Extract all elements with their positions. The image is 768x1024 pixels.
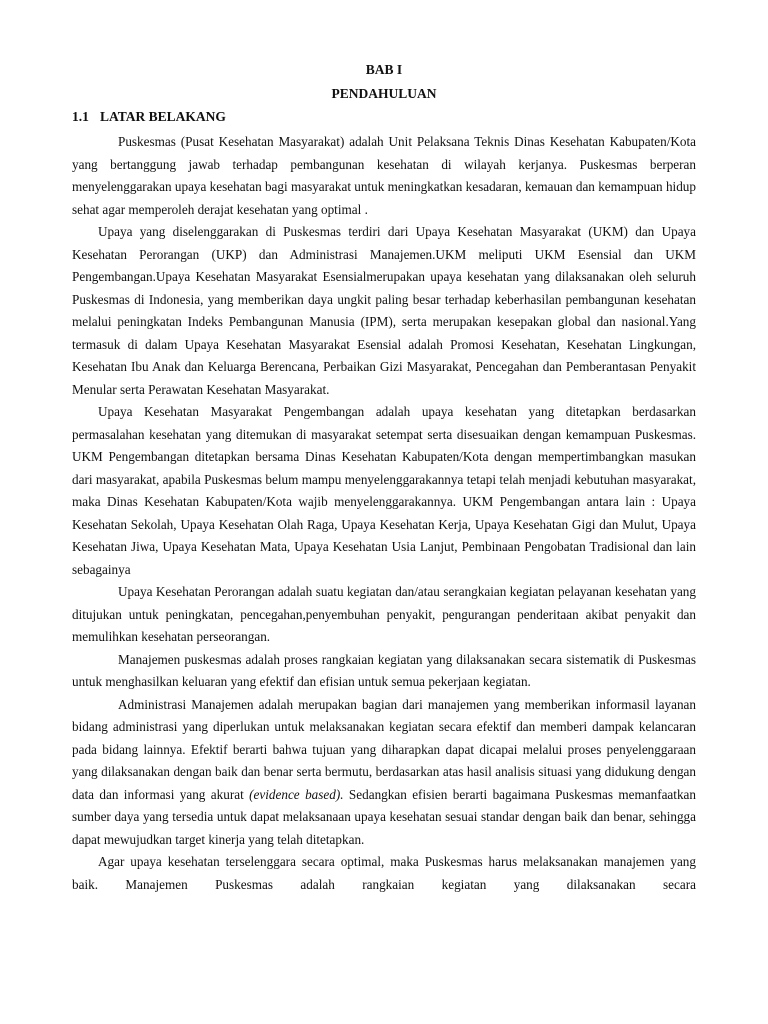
section-heading	[72, 107, 696, 127]
document-body	[72, 131, 696, 896]
paragraph-6-text-a: Administrasi Manajemen adalah merupakan bagian dari manajemen yang memberikan informasil layanan bidang administrasi yang diperlukan untuk melaksanakan kegiatan secara efektif dan memberi dampak kelancaran pada bidang lainnya. Efektif berarti bahwa tujuan yang diharapkan dapat dicapai melalui proses penyelenggaraan yang dilaksanakan dengan baik dan benar serta bermutu, berdasarkan atas hasil analisis situasi yang didukung dengan data dan informasi yang akurat	[72, 696, 696, 802]
section-title: LATAR BELAKANG	[100, 109, 226, 124]
paragraph-6	[72, 694, 696, 852]
section-number: 1.1	[72, 109, 89, 124]
paragraph-7: Agar upaya kesehatan terselenggara secara optimal, maka Puskesmas harus melaksanakan manajemen yang baik. Manajemen Puskesmas adalah rangkaian kegiatan yang dilaksanakan secara	[72, 854, 696, 892]
paragraph-2: Upaya yang diselenggarakan di Puskesmas terdiri dari Upaya Kesehatan Masyarakat (UKM) dan Upaya Kesehatan Perorangan (UKP) dan Administrasi Manajemen.UKM meliputi UKM Esensial dan UKM Pengembangan.Upaya Kesehatan Masyarakat Esensialmerupakan upaya kesehatan yang dilaksanakan oleh seluruh Puskesmas di Indonesia, yang memberikan daya ungkit paling besar terhadap keberhasilan pembangunan kesehatan melalui peningkatan Indeks Pembangunan Manusia (IPM), serta merupakan kesepakan global dan nasional.Yang termasuk di dalam Upaya Kesehatan Masyarakat Esensial adalah Promosi Kesehatan, Kesehatan Lingkungan, Kesehatan Ibu Anak dan Keluarga Berencana, Perbaikan Gizi Masyarakat, Pencegahan dan Pemberantasan Penyakit Menular serta Perawatan Kesehatan Masyarakat.	[72, 224, 696, 397]
paragraph-5: Manajemen puskesmas adalah proses rangkaian kegiatan yang dilaksanakan secara sistematik di Puskesmas untuk menghasilkan keluaran yang efektif dan efisian untuk semua pekerjaan kegiatan.	[72, 651, 696, 689]
paragraph-4: Upaya Kesehatan Perorangan adalah suatu kegiatan dan/atau serangkaian kegiatan pelayanan kesehatan yang ditujukan untuk peningkatan, pencegahan,penyembuhan penyakit, pengurangan penderitaan akibat penyakit dan memulihkan kesehatan perseorangan.	[72, 584, 696, 644]
chapter-title: PENDAHULUAN	[331, 86, 437, 101]
paragraph-6-text-b: Sedangkan efisien berarti bagaimana Puskesmas memanfaatkan sumber daya yang tersedia untuk dapat melaksanaan upaya kesehatan sesuai standar dengan baik dan benar, sehingga dapat mewujudkan target kinerja yang telah ditetapkan.	[72, 786, 696, 847]
chapter-label: BAB I	[365, 62, 403, 77]
paragraph-3: Upaya Kesehatan Masyarakat Pengembangan adalah upaya kesehatan yang ditetapkan berdasarkan permasalahan kesehatan yang ditemukan di masyarakat setempat serta disesuaikan dengan kemampuan Puskesmas. UKM Pengembangan ditetapkan bersama Dinas Kesehatan Kabupaten/Kota dengan mempertimbangkan masukan dari masyarakat, apabila Puskesmas belum mampu menyelenggarakannya tetapi telah menjadi kebutuhan masyarakat, maka Dinas Kesehatan Kabupaten/Kota wajib menyelenggarakannya. UKM Pengembangan antara lain : Upaya Kesehatan Sekolah, Upaya Kesehatan Olah Raga, Upaya Kesehatan Kerja, Upaya Kesehatan Gigi dan Mulut, Upaya Kesehatan Jiwa, Upaya Kesehatan Mata, Upaya Kesehatan Usia Lanjut, Pembinaan Pengobatan Tradisional dan lain sebagainya	[72, 404, 696, 577]
paragraph-1: Puskesmas (Pusat Kesehatan Masyarakat) adalah Unit Pelaksana Teknis Dinas Kesehatan Kabupaten/Kota yang bertanggung jawab terhadap pembangunan kesehatan di wilayah kerjanya. Puskesmas berperan menyelenggarakan upaya kesehatan bagi masyarakat untuk meningkatkan kesadaran, kemauan dan kemampuan hidup sehat agar memperoleh derajat kesehatan yang optimal .	[72, 134, 696, 217]
paragraph-6-italic: (evidence based).	[249, 786, 344, 802]
